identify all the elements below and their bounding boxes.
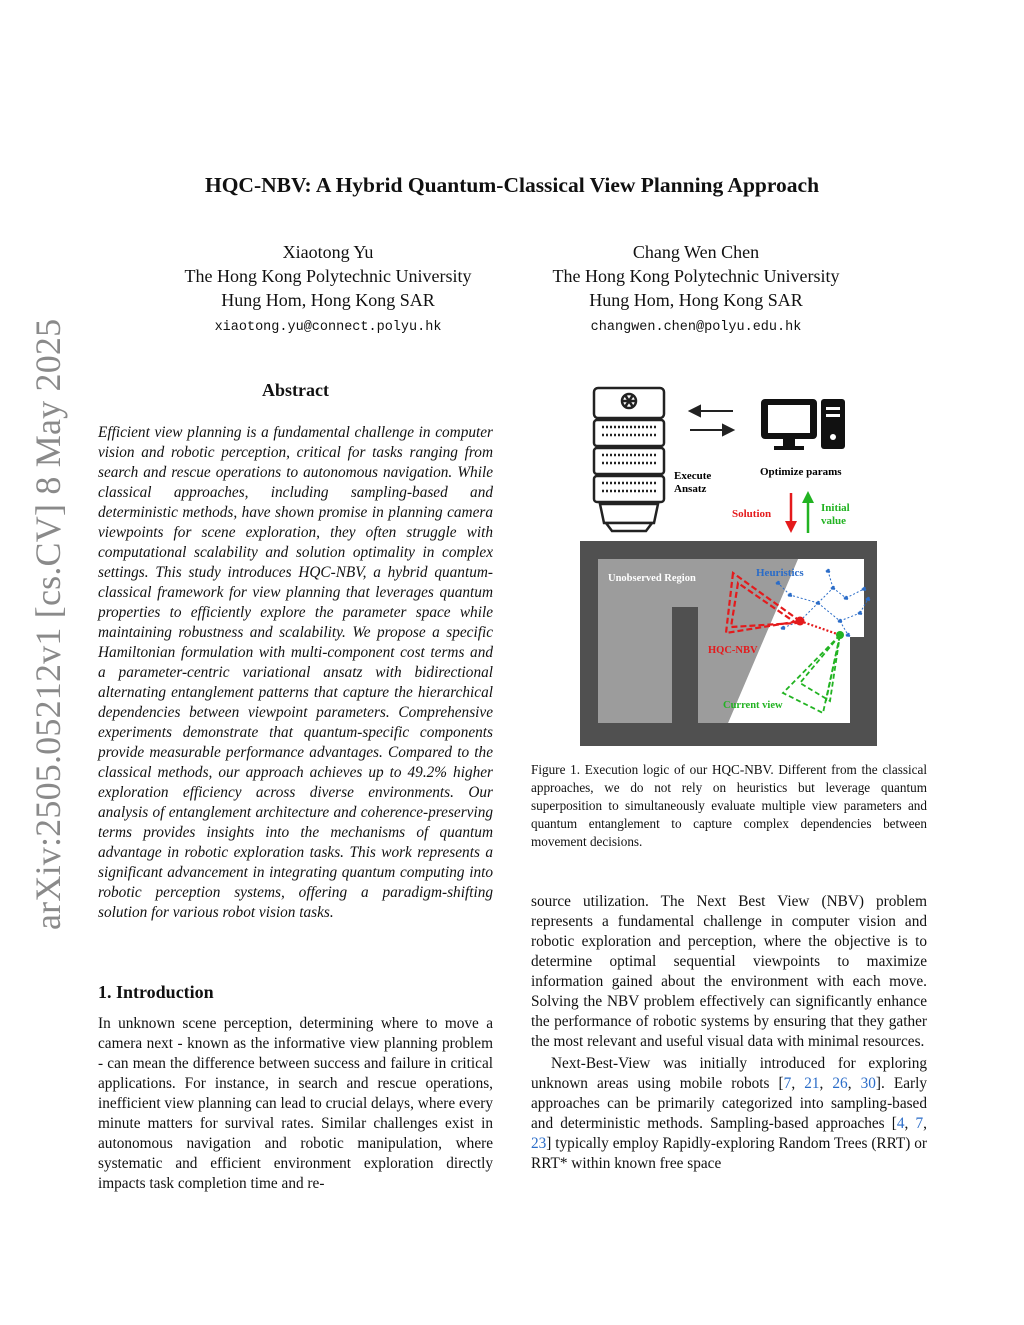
abstract-heading: Abstract — [262, 380, 329, 400]
text-run: ]. Early approaches can be primarily categorized into sampling-based and deterministic methods. Sampling-based approaches [ — [531, 1075, 927, 1132]
abstract-text: Efficient view planning is a fundamental challenge in computer vision and robotic perception, critical for tasks ranging from search and rescue operations to autonomous navigation. While classical approaches, including sampling-based and deterministic methods, have shown promise in planning camera viewpoints for scene exploration, they often struggle with computational scalability and solution optimality in complex settings. This study introduces HQC-NBV, a hybrid quantum-classical framework for view planning that leverages quantum properties to efficiently explore the parameter space while maintaining robustness and scalability. We propose a specific Hamiltonian formulation with multi-component cost terms and a parameter-centric variational ansatz with bidirectional alternating entanglement patterns that capture the hierarchical dependencies between viewpoint parameters. Comprehensive experiments demonstrate that quantum-specific components provide measurable performance advantages. Compared to the classical methods, our approach achieves up to 49.2% higher exploration efficiency across diverse environments. Our analysis of entanglement architecture and coherence-preserving terms provides insights into the mechanisms of quantum advantage in robotic exploration tasks. This work represents a significant advancement in integrating quantum computing into robotic perception systems, offering a paradigm-shifting solution for various robot vision tasks. — [98, 424, 493, 921]
author-email[interactable]: changwen.chen@polyu.edu.hk — [590, 320, 802, 335]
label-heuristics: Heuristics — [756, 567, 804, 579]
citation-link[interactable]: 7 — [783, 1075, 792, 1092]
author-1 — [168, 240, 488, 340]
label-current-view: Current view — [723, 700, 783, 711]
label-optimize-params: Optimize params — [760, 466, 842, 478]
classical-computer-icon — [761, 399, 845, 450]
author-affiliation: The Hong Kong Polytechnic University — [184, 266, 472, 286]
label-solution: Solution — [732, 508, 772, 520]
figure-1-graphic — [578, 383, 878, 748]
author-name: Chang Wen Chen — [632, 242, 760, 262]
initial-value-arrow — [802, 491, 814, 533]
citation-link[interactable]: 26 — [832, 1075, 848, 1092]
citation-separator: , — [904, 1115, 916, 1132]
label-hqc-nbv: HQC-NBV — [708, 645, 758, 656]
author-2 — [536, 240, 856, 340]
paper-title: HQC-NBV: A Hybrid Quantum-Classical View Planning Approach — [204, 173, 820, 197]
right-column-text — [531, 892, 927, 1174]
label-initial-value — [821, 502, 850, 527]
author-affiliation: The Hong Kong Polytechnic University — [552, 266, 840, 286]
next-best-view-point — [796, 617, 805, 626]
introduction-text: In unknown scene perception, determining where to move a camera next - known as the informative view planning problem - can mean the difference between success and failure in critical applications. For instance, in search and rescue operations, inefficient view planning can lead to crucial delays, where every minute matters for survival rates. Similar challenges exist in autonomous navigation and robotic manipulation, where systematic and efficient environment exploration directly impacts task completion time and re- — [98, 1015, 493, 1192]
citation-separator: , — [923, 1115, 927, 1132]
citation-separator: , — [791, 1075, 805, 1092]
current-view-point — [836, 631, 844, 639]
exchange-arrows — [690, 406, 733, 435]
section-heading-introduction: 1. Introduction — [98, 982, 214, 1002]
text-run: Next-Best-View was initially introduced for exploring unknown areas using mobile robots [ — [531, 1055, 927, 1092]
text-run: ] typically employ Rapidly-exploring Random Trees (RRT) or RRT* within known free space — [531, 1135, 927, 1172]
quantum-computer-icon — [594, 388, 664, 531]
citation-link[interactable]: 4 — [896, 1115, 905, 1132]
paragraph — [531, 1054, 927, 1174]
author-name: Xiaotong Yu — [282, 242, 374, 262]
author-location: Hung Hom, Hong Kong SAR — [221, 290, 435, 310]
figure-1 — [578, 383, 878, 748]
label-line: Initial — [821, 502, 850, 514]
citation-separator: , — [847, 1075, 861, 1092]
citation-link[interactable]: 30 — [860, 1075, 876, 1092]
author-location: Hung Hom, Hong Kong SAR — [589, 290, 803, 310]
arxiv-identifier[interactable]: arXiv:2505.05212v1 [cs.CV] 8 May 2025 — [28, 318, 68, 930]
label-unobserved-region: Unobserved Region — [608, 573, 696, 584]
paragraph: source utilization. The Next Best View (NBV) problem represents a fundamental challenge in computer vision and robotic exploration and perception, where the objective is to determine optimal sequential viewpoints to maximize information gained about the environment with each move. Solving the NBV problem effectively can significantly enhance the performance of robotic systems by ensuring that they gather the most relevant and useful visual data with minimal resources. — [531, 893, 927, 1050]
citation-link[interactable]: 21 — [804, 1075, 820, 1092]
citation-link[interactable]: 23 — [531, 1135, 547, 1152]
citation-link[interactable]: 7 — [915, 1115, 924, 1132]
solution-arrow — [785, 493, 797, 533]
label-execute — [674, 470, 711, 495]
citation-separator: , — [819, 1075, 833, 1092]
label-line: Ansatz — [674, 483, 707, 495]
figure-1-caption: Figure 1. Execution logic of our HQC-NBV. Different from the classical approaches, we do not rely on heuristics but leverage quantum superposition to simultaneously evaluate multiple view parameters and quantum entanglement to capture complex dependencies between movement decisions. — [531, 762, 927, 849]
author-email[interactable]: xiaotong.yu@connect.polyu.hk — [214, 320, 442, 335]
label-line: value — [821, 515, 847, 527]
label-line: Execute — [674, 470, 712, 482]
